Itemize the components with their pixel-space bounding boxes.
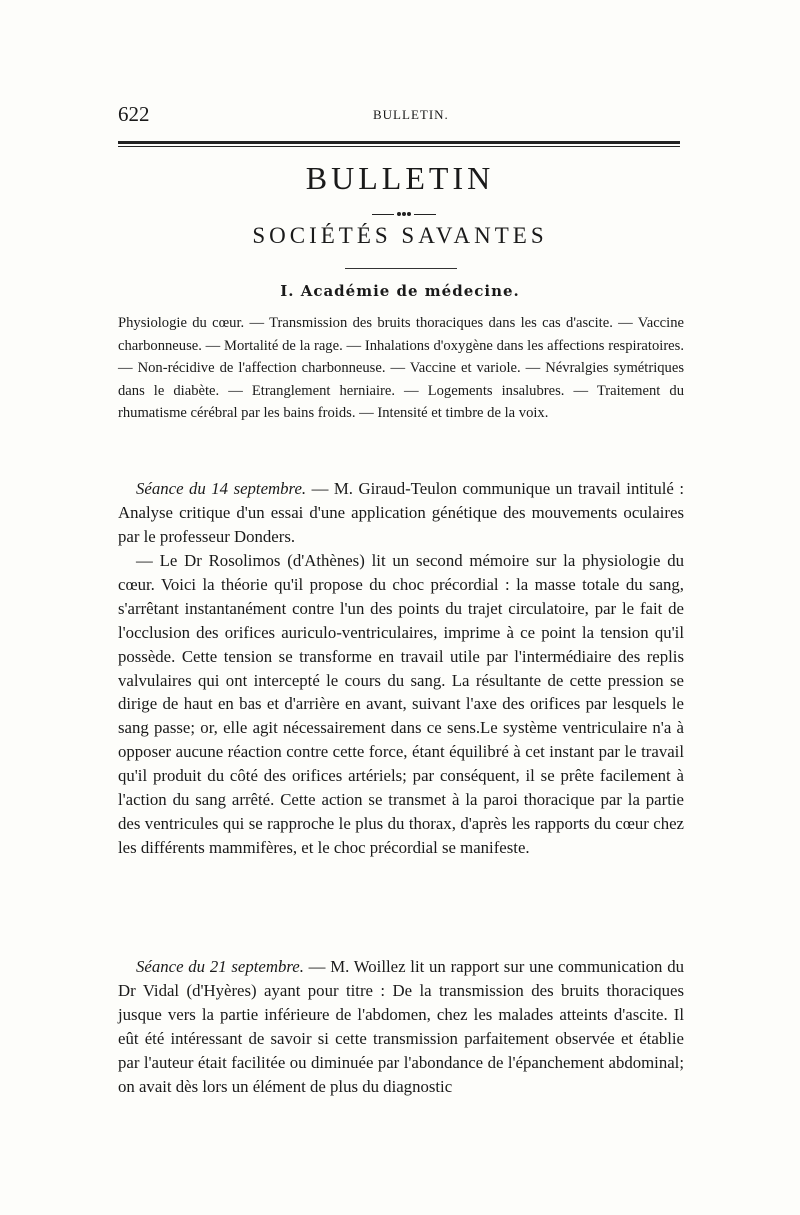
paragraph-rosolimos — [118, 549, 684, 860]
section-rule — [345, 268, 457, 269]
running-title: BULLETIN. — [373, 107, 449, 122]
session-date: Séance du 14 septembre. — [136, 479, 307, 498]
ornament-divider — [372, 212, 436, 218]
paragraph-text: — M. Giraud-Teulon communique un travail intitulé : Analyse critique d'un essai d'une application génétique des mouvements oculaires par le professeur Donders. — [118, 479, 684, 546]
paragraph-session-21 — [118, 955, 684, 1098]
header-double-rule — [118, 141, 680, 147]
page-number: 622 — [118, 102, 150, 126]
page-title: BULLETIN — [305, 160, 495, 196]
paragraph-text: — Le Dr Rosolimos (d'Athènes) lit un second mémoire sur la physiologie du cœur. Voici la théorie qu'il propose du choc précordial : la masse totale du sang, s'arrêtant instantanément contre l'un des points du trajet circulatoire, par le fait de l'occlusion des orifices auriculo-ventriculaires, imprime à ce point la tension qu'il possède. Cette tension se transforme en travail utile par l'intermédiaire des replis valvulaires qui ont intercepté le cours du sang. La résultante de cette pression se dirige de haut en bas et d'arrière en avant, suivant l'axe des orifices par lesquels le sang passe; or, elle agit nécessairement dans ce sens.Le système ventriculaire n'a à opposer aucune réaction contre cette force, étant équilibré à cet instant par le travail qu'il produit du côté des orifices artériels; par conséquent, il se prête facilement à l'action du sang arrêté. Cette action se transmet à la paroi thoracique par la partie des ventricules qui se rapproche le plus du thorax, d'après les rapports du cœur chez les différents mammifères, et le choc précordial se manifeste. — [118, 551, 684, 857]
section-title: SOCIÉTÉS SAVANTES — [252, 223, 548, 248]
summary-paragraph: Physiologie du cœur. — Transmission des bruits thoraciques dans les cas d'ascite. — Vaccine charbonneuse. — Mortalité de la rage. — Inhalations d'oxygène dans les affections respiratoires. — Non-récidive de l'affection charbonneuse. — Vaccine et variole. — Névralgies symétriques dans le diabète. — Etranglement herniaire. — Logements insalubres. — Traitement du rhumatisme cérébral par les bains froids. — Intensité et timbre de la voix. — [118, 315, 684, 422]
subsection-title: I. Académie de médecine. — [280, 282, 520, 300]
running-head — [118, 102, 680, 126]
paragraph-text: — M. Woillez lit un rapport sur une communication du Dr Vidal (d'Hyères) ayant pour titre : De la transmission des bruits thoraciques jusque vers la partie inférieure de l'abdomen, chez les malades atteints d'ascite. Il eût été intéressant de savoir si cette transmission parfaitement observée et établie par l'auteur était facilitée ou diminuée par l'abondance de l'épanchement abdominal; on avait dès lors un élément de plus du diagnostic — [118, 957, 684, 1096]
session-date: Séance du 21 septembre. — [136, 957, 304, 976]
paragraph-session-14 — [118, 477, 684, 549]
